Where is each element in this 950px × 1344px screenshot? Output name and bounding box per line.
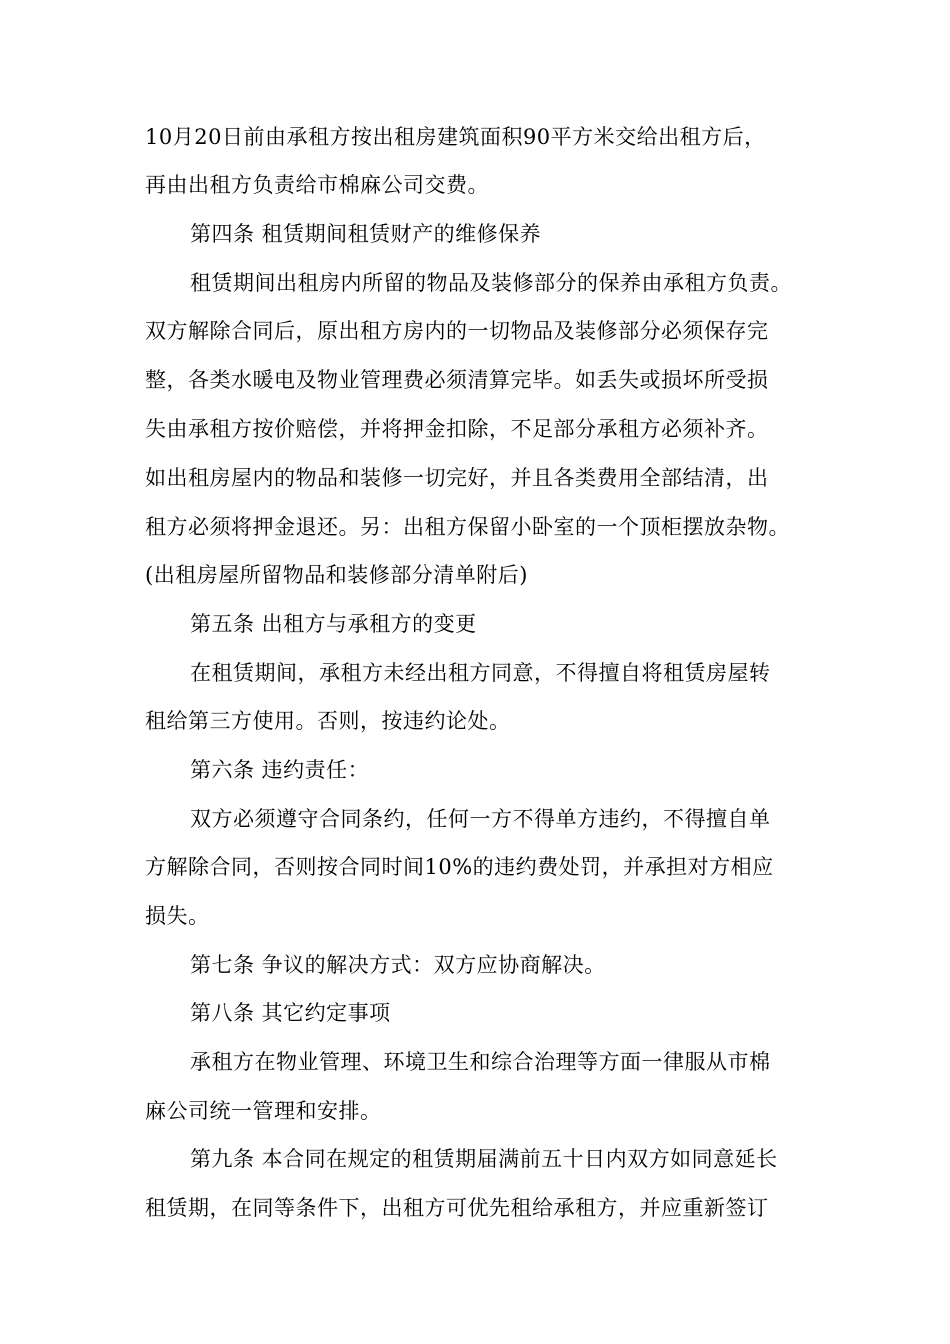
text-line: 如出租房屋内的物品和装修一切完好，并且各类费用全部结清，出 <box>145 466 769 490</box>
text-line: 承租方在物业管理、环境卫生和综合治理等方面一律服从市棉 <box>190 1050 771 1074</box>
text-line: (出租房屋所留物品和装修部分清单附后) <box>145 563 528 587</box>
text-line: 损失。 <box>145 904 210 928</box>
text-line: 在租赁期间，承租方未经出租方同意，不得擅自将租赁房屋转 <box>190 661 771 685</box>
section-heading: 第八条 其它约定事项 <box>190 1001 391 1025</box>
text-line: 租赁期，在同等条件下，出租方可优先租给承租方，并应重新签订 <box>145 1196 769 1220</box>
text-line: 方解除合同，否则按合同时间10%的违约费处罚，并承担对方相应 <box>145 855 774 879</box>
text-line: 失由承租方按价赔偿，并将押金扣除，不足部分承租方必须补齐。 <box>145 417 769 441</box>
section-heading: 第七条 争议的解决方式：双方应协商解决。 <box>190 953 606 977</box>
section-heading: 第五条 出租方与承租方的变更 <box>190 612 477 636</box>
text-line: 租给第三方使用。否则，按违约论处。 <box>145 709 511 733</box>
text-line: 麻公司统一管理和安排。 <box>145 1099 382 1123</box>
text-line: 双方必须遵守合同条约，任何一方不得单方违约，不得擅自单 <box>190 807 771 831</box>
section-heading: 第九条 本合同在规定的租赁期届满前五十日内双方如同意延长 <box>190 1147 778 1171</box>
text-line: 再由出租方负责给市棉麻公司交费。 <box>145 173 489 197</box>
text-line: 整，各类水暖电及物业管理费必须清算完毕。如丢失或损坏所受损 <box>145 368 769 392</box>
text-line: 租方必须将押金退还。另：出租方保留小卧室的一个顶柜摆放杂物。 <box>145 515 790 539</box>
text-line: 双方解除合同后，原出租方房内的一切物品及装修部分必须保存完 <box>145 319 769 343</box>
text-line: 租赁期间出租房内所留的物品及装修部分的保养由承租方负责。 <box>190 271 792 295</box>
section-heading: 第四条 租赁期间租赁财产的维修保养 <box>190 222 542 246</box>
section-heading: 第六条 违约责任： <box>190 758 370 782</box>
text-line: 10月20日前由承租方按出租房建筑面积90平方米交给出租方后， <box>145 125 766 149</box>
